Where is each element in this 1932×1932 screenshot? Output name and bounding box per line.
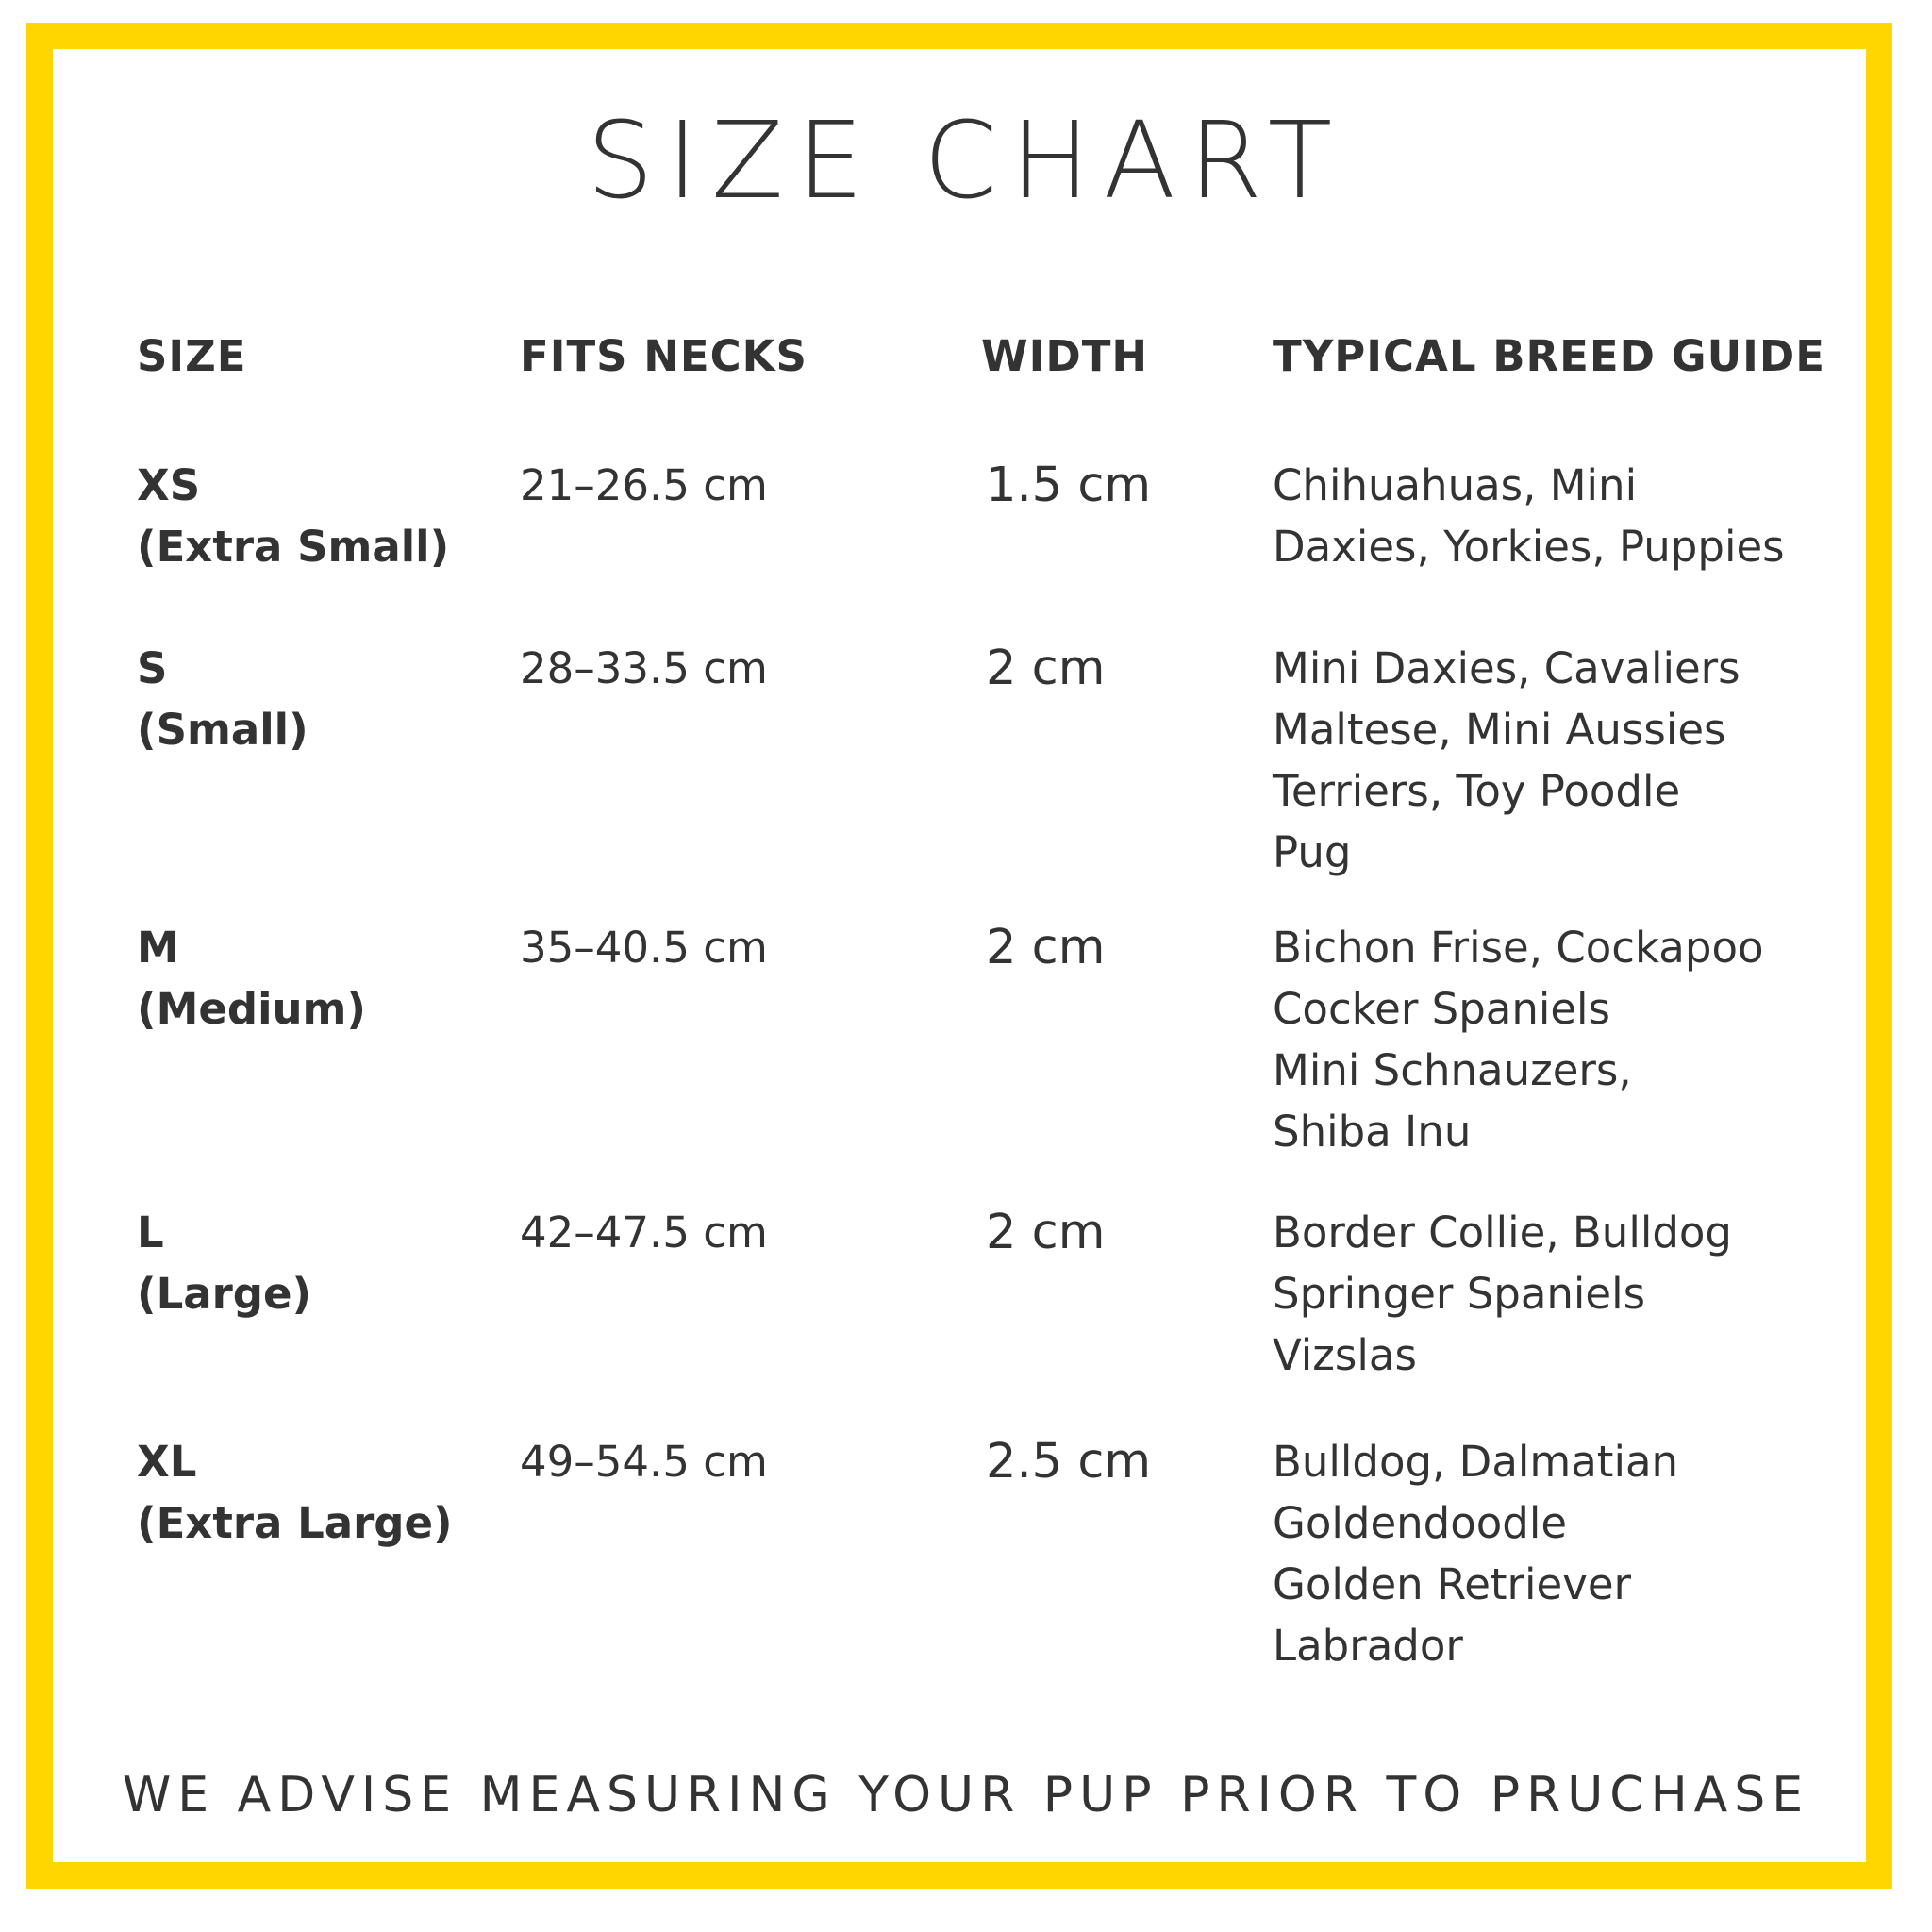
fits-necks-cell: 42–47.5 cm	[520, 1208, 768, 1257]
header-breed-guide: TYPICAL BREED GUIDE	[1273, 331, 1825, 381]
breed-line: Vizslas	[1273, 1330, 1417, 1380]
size-name: (Small)	[137, 705, 308, 755]
breed-line: Mini Daxies, Cavaliers	[1273, 643, 1740, 693]
size-name: (Medium)	[137, 984, 366, 1034]
breed-line: Labrador	[1273, 1621, 1463, 1671]
size-cell	[137, 455, 449, 577]
breed-line: Mini Schnauzers,	[1273, 1045, 1632, 1095]
breed-line: Maltese, Mini Aussies	[1273, 705, 1726, 755]
size-code: XS	[137, 460, 201, 510]
breed-line: Chihuahuas, Mini	[1273, 460, 1638, 510]
breed-line: Cocker Spaniels	[1273, 984, 1611, 1034]
breed-cell	[1273, 1202, 1732, 1386]
breed-line: Shiba Inu	[1273, 1107, 1472, 1157]
width-cell: 1.5 cm	[986, 458, 1152, 513]
breed-line: Bulldog, Dalmatian	[1273, 1437, 1679, 1487]
fits-necks-cell: 35–40.5 cm	[520, 923, 768, 973]
size-code: XL	[137, 1437, 197, 1487]
size-name: (Large)	[137, 1269, 312, 1319]
footer-advice: WE ADVISE MEASURING YOUR PUP PRIOR TO PRUCHASE	[122, 1767, 1810, 1824]
size-name: (Extra Small)	[137, 522, 450, 572]
width-cell: 2.5 cm	[986, 1434, 1152, 1490]
size-cell	[137, 638, 308, 760]
size-code: M	[137, 923, 179, 973]
size-cell	[137, 1202, 311, 1324]
width-cell: 2 cm	[986, 641, 1106, 696]
breed-line: Goldendoodle	[1273, 1498, 1568, 1548]
breed-line: Golden Retriever	[1273, 1559, 1632, 1609]
header-fits-necks: FITS NECKS	[520, 331, 808, 381]
breed-cell	[1273, 455, 1785, 577]
breed-line: Springer Spaniels	[1273, 1269, 1646, 1319]
breed-line: Pug	[1273, 827, 1352, 877]
fits-necks-cell: 21–26.5 cm	[520, 460, 768, 510]
fits-necks-cell: 49–54.5 cm	[520, 1437, 768, 1487]
width-cell: 2 cm	[986, 920, 1106, 975]
size-name: (Extra Large)	[137, 1498, 453, 1548]
breed-line: Terriers, Toy Poodle	[1273, 766, 1681, 816]
breed-line: Daxies, Yorkies, Puppies	[1273, 522, 1785, 572]
breed-cell	[1273, 1431, 1678, 1676]
size-code: S	[137, 643, 168, 693]
size-cell	[137, 1431, 453, 1554]
header-size: SIZE	[137, 331, 247, 381]
breed-line: Bichon Frise, Cockapoo	[1273, 923, 1764, 973]
fits-necks-cell: 28–33.5 cm	[520, 643, 768, 693]
size-cell	[137, 917, 366, 1040]
width-cell: 2 cm	[986, 1205, 1106, 1260]
size-code: L	[137, 1208, 164, 1257]
breed-cell	[1273, 638, 1740, 883]
breed-line: Border Collie, Bulldog	[1273, 1208, 1732, 1257]
header-width: WIDTH	[981, 331, 1149, 381]
breed-cell	[1273, 917, 1764, 1162]
page-title: SIZE CHART	[586, 100, 1346, 223]
